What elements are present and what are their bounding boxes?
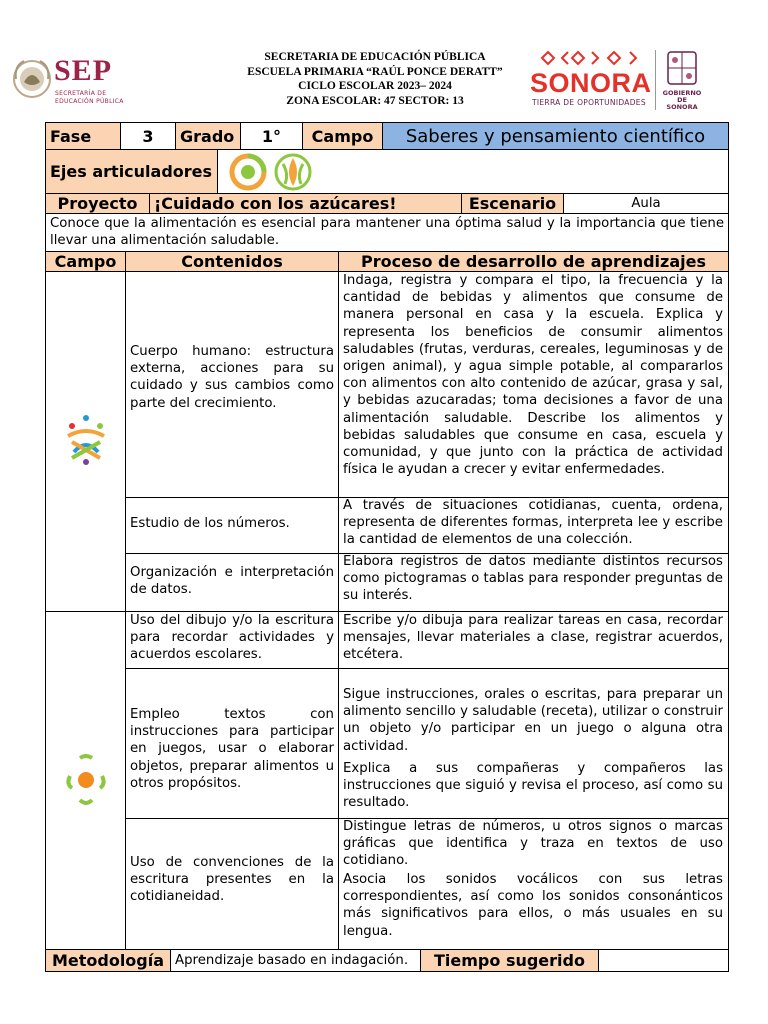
contenido-numeros: Estudio de los números. <box>130 516 290 531</box>
campo-lenguajes-icon <box>66 754 106 806</box>
planning-table <box>45 122 729 972</box>
ejes-label: Ejes articuladores <box>46 150 218 193</box>
campo-block-lenguajes <box>45 612 729 950</box>
grado-label: Grado <box>176 123 241 149</box>
subrow-numeros <box>126 497 728 554</box>
contenido-datos: Organización e interpretación de datos. <box>130 565 334 598</box>
grado-value: 1° <box>241 123 303 149</box>
escenario-label: Escenario <box>462 194 564 213</box>
subrow-cuerpo-humano <box>126 272 728 498</box>
document-header <box>0 44 768 124</box>
campo-saberes-icon <box>64 412 108 466</box>
proceso-convenciones-2: Asocia los sonidos vocálicos con sus letras correspondientes, así como los sonidos consonánticos más significativos para ellos, o más usuales en su lengua. <box>343 872 723 939</box>
eje-inclusion-icon <box>228 152 268 192</box>
proceso-convenciones-1: Distingue letras de números, u otros signos o marcas gráficas que identifica y traza en textos de uso cotidiano. <box>343 819 723 869</box>
proceso-cuerpo: Indaga, registra y compara el tipo, la frecuencia y la cantidad de bebidas y alimentos que consume de manera personal en casa y la escuela. Explica y representa los beneficios de consumir alimentos saludables (frutas, verduras, cereales, leguminosas y de origen animal), y agua simple potable, al compararlos con alimentos con alto contenido de azúcar, grasa y sal, y bebidas azucaradas; toma decisiones a favor de una alimentación saludable. Describe los alimentos y bebidas saludables que consume en casa, escuela y comunidad, y que junto con la práctica de actividad física le ayudan a crecer y evitar enfermedades. <box>343 273 723 478</box>
ejes-icons <box>218 150 728 193</box>
campo-label: Campo <box>303 123 383 149</box>
proceso-numeros: A través de situaciones cotidianas, cuenta, ordena, representa de diferentes formas, interpreta lee y escribe la cantidad de elementos de una colección. <box>343 498 723 548</box>
metodologia-label: Metodología <box>46 950 171 971</box>
footer-row <box>45 950 729 972</box>
contenido-convenciones: Uso de convenciones de la escritura presentes en la cotidianeidad. <box>130 855 334 905</box>
proyecto-value: ¡Cuidado con los azúcares! <box>150 194 462 213</box>
sep-subtitle-text: SECRETARÍA DE EDUCACIÓN PÚBLICA <box>55 90 124 105</box>
subrow-convenciones <box>126 818 728 949</box>
heading-line: SECRETARIA DE EDUCACIÓN PÚBLICA <box>264 51 486 63</box>
logo-divider <box>655 50 656 110</box>
header-campo: Campo <box>46 252 126 271</box>
proceso-dibujo: Escribe y/o dibuja para realizar tareas en casa, recordar mensajes, llevar materiales a clase, registrar acuerdos, etcétera. <box>343 613 723 663</box>
row-ejes <box>45 150 729 194</box>
campo-cell-saberes <box>46 272 126 611</box>
sonora-pattern-icon <box>538 48 648 68</box>
heading-line: CICLO ESCOLAR 2023– 2024 <box>298 80 452 92</box>
sep-logo-text: SEP <box>54 54 113 87</box>
tiempo-value <box>599 950 728 971</box>
campo-cell-lenguajes <box>46 612 126 949</box>
header-proceso: Proceso de desarrollo de aprendizajes <box>339 252 728 271</box>
campo-block-saberes <box>45 272 729 612</box>
table-header-row <box>45 252 729 272</box>
contenido-cuerpo: Cuerpo humano: estructura externa, acciones para su cuidado y sus cambios como parte del crecimiento. <box>130 344 334 411</box>
sonora-subtitle: TIERRA DE OPORTUNIDADES <box>532 98 646 107</box>
intro-text: Conoce que la alimentación es esencial para mantener una óptima salud y la importancia que tiene llevar una alimentación saludable. <box>50 216 724 249</box>
metodologia-value: Aprendizaje basado en indagación. <box>171 950 421 971</box>
proyecto-label: Proyecto <box>46 194 150 213</box>
row-intro <box>45 214 729 252</box>
sonora-shield-icon <box>662 50 702 88</box>
subrow-instrucciones <box>126 668 728 819</box>
contenido-instrucciones: Empleo textos con instrucciones para participar en juegos, usar o elaborar objetos, preparar alimentos u otros propósitos. <box>130 707 334 791</box>
proceso-instrucciones-1: Sigue instrucciones, orales o escritas, para preparar un alimento sencillo y saludable (receta), utilizar o construir un objeto y/o participar en un juego o alguna otra actividad. <box>343 687 723 754</box>
proceso-datos: Elabora registros de datos mediante distintos recursos como pictogramas o tablas para responder preguntas de su interés. <box>343 554 723 604</box>
eje-vida-saludable-icon <box>273 152 313 192</box>
subrow-datos <box>126 553 728 611</box>
subrow-dibujo <box>126 612 728 669</box>
gobierno-sonora-logo <box>662 50 702 110</box>
sonora-logo-text: SONORA <box>530 68 652 98</box>
tiempo-label: Tiempo sugerido <box>421 950 599 971</box>
escenario-value: Aula <box>631 196 661 211</box>
contenido-dibujo: Uso del dibujo y/o la escritura para recordar actividades y acuerdos escolares. <box>130 613 334 663</box>
row-proyecto <box>45 194 729 214</box>
sonora-logo <box>530 48 650 108</box>
heading-line: ESCUELA PRIMARIA “RAÚL PONCE DERATT” <box>247 65 503 78</box>
fase-label: Fase <box>46 123 121 149</box>
mexico-seal-icon <box>12 56 52 102</box>
sep-logo <box>12 52 147 108</box>
proceso-instrucciones-2: Explica a sus compañeras y compañeros las instrucciones que siguió y revisa el proceso, así como su resultado. <box>343 761 723 811</box>
fase-value: 3 <box>121 123 176 149</box>
school-heading <box>220 50 530 108</box>
row-fase-grado-campo <box>45 122 729 150</box>
header-contenidos: Contenidos <box>126 252 339 271</box>
gobierno-text: GOBIERNO DE SONORA <box>662 89 702 111</box>
campo-value: Saberes y pensamiento científico <box>383 123 728 149</box>
sep-subtitle <box>55 90 124 106</box>
heading-line: ZONA ESCOLAR: 47 SECTOR: 13 <box>286 94 464 107</box>
